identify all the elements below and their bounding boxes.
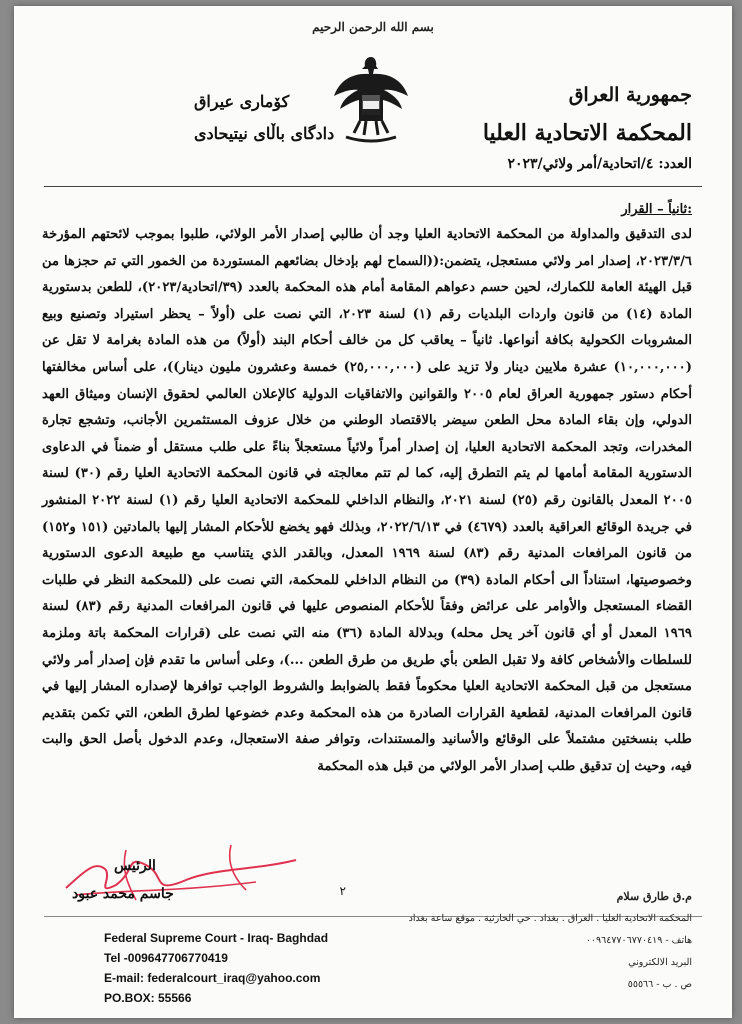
basmala: بسم الله الرحمن الرحيم	[312, 20, 434, 34]
footer-arabic	[409, 886, 692, 996]
document-number: العدد: ٤/اتحادية/أمر ولائي/٢٠٢٣	[507, 156, 692, 172]
typist-initials: م.ق طارق سلام	[616, 890, 692, 903]
decision-body	[42, 222, 692, 780]
iraq-eagle-emblem-icon	[332, 51, 410, 146]
court-name-english: Federal Supreme Court - Iraq- Baghdad	[104, 931, 329, 945]
email-label-arabic: البريد الالكتروني	[628, 957, 692, 968]
pobox-arabic: ص . ب - ٥٥٥٦٦	[627, 979, 692, 990]
court-heading: المحكمة الاتحادية العليا	[482, 120, 692, 146]
decision-heading: ثانياً – القرار:	[621, 202, 692, 217]
republic-heading: جمهورية العراق	[568, 84, 692, 106]
email-english: E-mail: federalcourt_iraq@yahoo.com	[104, 971, 321, 985]
telephone-english: Tel -009647706770419	[104, 951, 228, 965]
phone-arabic: هاتف - ٠٠٩٦٤٧٧٠٦٧٧٠٤١٩	[585, 935, 692, 946]
kurdish-country-heading: كۆمارى عيراق	[194, 92, 290, 111]
page-number	[340, 884, 346, 898]
signature-title: الرئيس	[114, 858, 156, 874]
page-number-value: ٢	[339, 884, 346, 898]
decision-paragraph: لدى التدقيق والمداولة من المحكمة الاتحادية العليا وجد أن طالبي إصدار الأمر الولائي، طلبوا بموجب لائحتهم المؤرخة ٢٠٢٣/٣/٦، إصدار امر ولائي مستعجل، يتضمن:((السماح لهم بإدخال بضائعهم المستوردة من الخمور التي تم حجزها من قبل الهيئة العامة للكمارك، لحين حسم دعواهم المقامة أمام هذه المحكمة بالعدد (٣٩/اتحادية/٢٠٢٣)، للطعن بدستورية المادة (١٤) من قانون واردات البلديات رقم (١) لسنة ٢٠٢٣، التي نصت على (أولاً – يحظر استيراد وتصنيع وبيع المشروبات الكحولية بكافة أنواعها. ثانياً – يعاقب كل من خالف أحكام البند (أولاً) من هذه المادة بغرامة لا تقل عن (١٠,٠٠٠,٠٠٠) عشرة ملايين دينار ولا تزيد على (٢٥,٠٠٠,٠٠٠) خمسة وعشرون مليون دينار))، على أساس مخالفتها أحكام دستور جمهورية العراق لعام ٢٠٠٥ والقوانين والاتفاقيات الدولية كالإعلان العالمي لحقوق الإنسان وميثاق العهد الدولي، وإن بقاء المادة محل الطعن سيضر بالاقتصاد الوطني من خلال عزوف المستثمرين الأجانب، وتشجع تجارة المخدرات، وتجد المحكمة الاتحادية العليا، إن إصدار أمراً ولائياً مستعجلاً بناءً على طلب مستقل أو ضمناً في الدعاوى الدستورية المقامة أمامها لم يتم التطرق إليه، كما لم تتم معالجته في قانون المحكمة الاتحادية العليا رقم (٣٠) لسنة ٢٠٠٥ المعدل بالقانون رقم (٢٥) لسنة ٢٠٢١، والنظام الداخلي للمحكمة الاتحادية العليا رقم (١) لسنة ٢٠٢٢ المنشور في جريدة الوقائع العراقية بالعدد (٤٦٧٩) في ٢٠٢٢/٦/١٣، وبذلك فهو يخضع للأحكام المشار إليها بالمادتين (١٥١ و١٥٢) من قانون المرافعات المدنية رقم (٨٣) لسنة ١٩٦٩ المعدل، وبالقدر الذي يتناسب مع طبيعة الدعوى الدستورية وخصوصيتها، استناداً الى أحكام المادة (٣٩) من النظام الداخلي للمحكمة، التي نصت على (للمحكمة النظر في طلبات القضاء المستعجل والأوامر على عرائض وفقاً للأحكام المنصوص عليها في قانون المرافعات المدنية رقم (٨٣) لسنة ١٩٦٩ المعدل أو أي قانون آخر يحل محله) وبدلالة المادة (٣٦) منه التي نصت على (قرارات المحكمة باتة وملزمة للسلطات والأشخاص كافة ولا تقبل الطعن بأي طريق من طرق الطعن ...)، وعلى أساس ما تقدم فإن إصدار أمر ولائي مستعجل من قبل المحكمة الاتحادية العليا محكوماً فقط بالضوابط والشروط الواجب توافرها لإصداره المشار إليها في قانون المرافعات المدنية، لقطعية القرارات الصادرة من هذه المحكمة وعدم خضوعها لطرق الطعن، التي تكمن بتقديم طلب بنسختين مشتملاً على الوقائع والأسانيد والمستندات، وتوافر صفة الاستعجال، وعدم الدخول بأصل الحق والبت فيه، وحيث إن تدقيق طلب إصدار الأمر الولائي من قبل هذه المحكمة	[42, 227, 693, 774]
header-divider	[44, 186, 702, 187]
kurdish-court-heading: دادگاى باڵاى نيتيحادى	[194, 124, 335, 143]
address-arabic: المحكمة الاتحادية العليا . العراق . بغداد . حي الحارثية . موقع ساعة بغداد	[408, 913, 692, 924]
signatory-name: جاسم محمد عبود	[72, 886, 174, 902]
document-page	[14, 6, 732, 1018]
pobox-english: PO.BOX: 55566	[104, 991, 192, 1005]
footer-english	[104, 928, 328, 1008]
